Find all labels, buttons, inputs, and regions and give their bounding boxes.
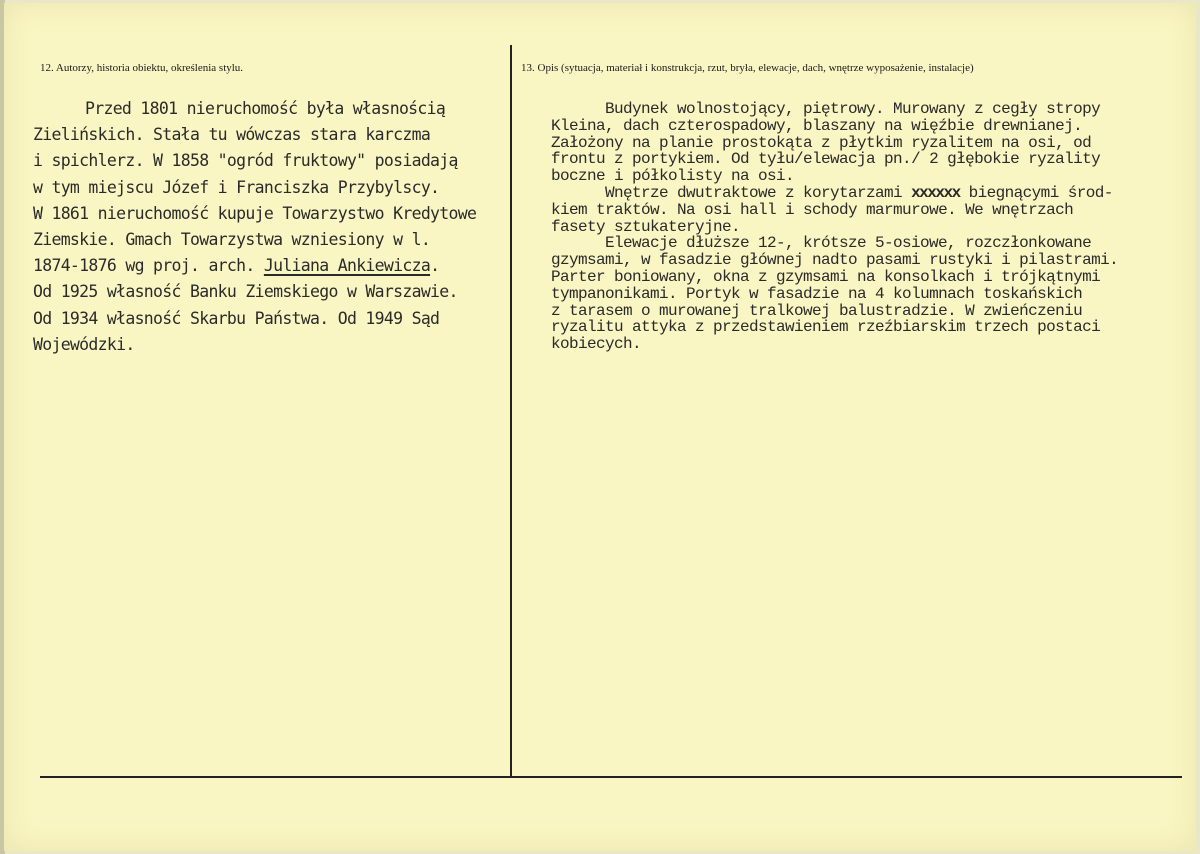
description-line: boczne i półkolisty na osi. <box>551 167 795 186</box>
bottom-rule <box>40 776 1182 778</box>
description-line: gzymsami, w fasadzie głównej nadto pasami rustyki i pilastrami. <box>551 251 1119 270</box>
description-line: Kleina, dach czterospadowy, blaszany na więźbie drewnianej. <box>551 116 1083 135</box>
description-line <box>551 185 1191 202</box>
history-line-part: . <box>430 256 440 276</box>
description-line: tympanonikami. Portyk w fasadzie na 4 kolumnach toskańskich <box>551 284 1083 303</box>
history-line-part: 1874-1876 wg proj. arch. <box>33 256 264 276</box>
architect-name: Juliana Ankiewicza <box>263 256 431 276</box>
struck-out-text: xxxxxx <box>911 183 960 202</box>
description-line-part: Wnętrze dwutraktowe z korytarzami <box>605 183 912 202</box>
history-line: W 1861 nieruchomość kupuje Towarzystwo Kredytowe <box>33 203 477 223</box>
history-line: Od 1934 własność Skarbu Państwa. Od 1949 Sąd <box>33 308 440 328</box>
history-line: Zielińskich. Stała tu wówczas stara karczma <box>33 125 431 145</box>
description-line: ryzalitu attyka z przedstawieniem rzeźbiarskim trzech postaci <box>551 318 1101 337</box>
description-line: Parter boniowany, okna z gzymsami na konsolkach i trójkątnymi <box>551 267 1101 286</box>
history-line <box>33 253 553 279</box>
description-line: kobiecych. <box>551 335 642 354</box>
history-line: Przed 1801 nieruchomość była własnością <box>85 99 446 118</box>
history-text <box>33 96 553 358</box>
description-line: kiem traktów. Na osi hall i schody marmurowe. We wnętrzach <box>551 200 1074 219</box>
section-12-heading: 12. Autorzy, historia obiektu, określenia stylu. <box>40 62 244 74</box>
description-line: Założony na planie prostokąta z płytkim ryzalitem na osi, od <box>551 133 1092 152</box>
description-line: Elewacje dłuższe 12-, krótsze 5-osiowe, rozczłonkowane <box>605 234 1092 253</box>
description-line-part: biegnącymi środ- <box>959 183 1113 202</box>
description-line: Budynek wolnostojący, piętrowy. Murowany z cegły stropy <box>605 100 1101 118</box>
history-line: Wojewódzki. <box>33 334 135 354</box>
description-line: fasety sztukateryjne. <box>551 217 741 236</box>
section-13-heading: 13. Opis (sytuacja, materiał i konstrukcja, rzut, bryła, elewacje, dach, wnętrze wyposażenie, instalacje) <box>521 62 974 74</box>
history-line: Od 1925 własność Banku Ziemskiego w Warszawie. <box>33 282 458 302</box>
description-line: frontu z portykiem. Od tyłu/elewacja pn./ 2 głębokie ryzality <box>551 150 1101 169</box>
description-line: z tarasem o murowanej tralkowej balustradzie. W zwieńczeniu <box>551 301 1083 320</box>
history-line: i spichlerz. W 1858 "ogród fruktowy" posiadają <box>33 151 458 171</box>
history-line: Ziemskie. Gmach Towarzystwa wzniesiony w l. <box>33 229 431 249</box>
description-text <box>551 101 1191 353</box>
history-line: w tym miejscu Józef i Franciszka Przybylscy. <box>33 177 440 197</box>
